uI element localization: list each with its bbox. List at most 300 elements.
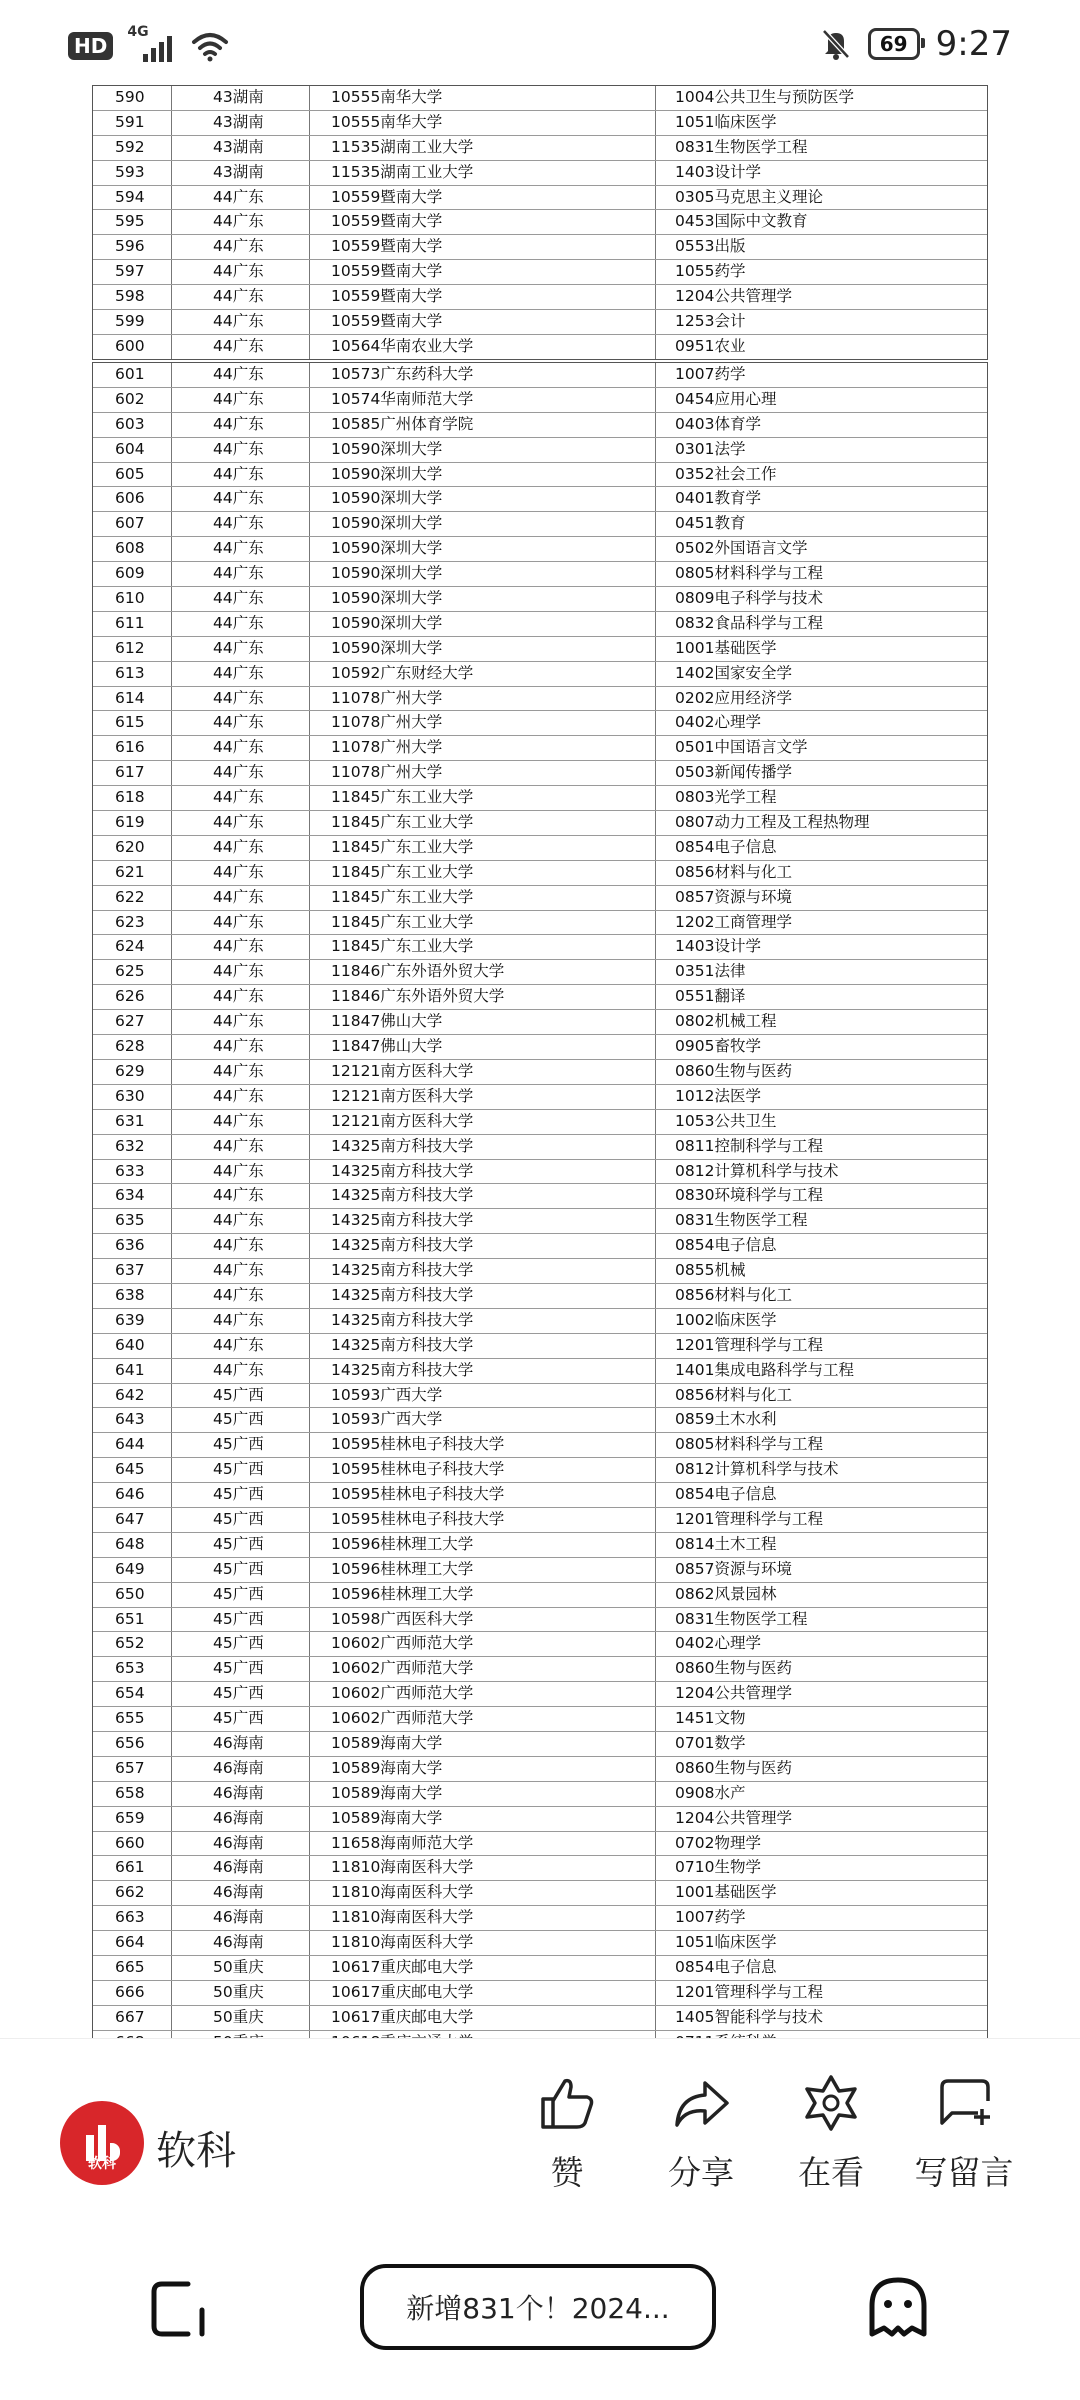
discipline-cell: 0805材料科学与工程 (675, 564, 823, 583)
university-cell: 10573广东药科大学 (331, 365, 474, 383)
province-cell: 45广西 (213, 1485, 264, 1504)
university-cell: 10559暨南大学 (331, 237, 443, 256)
row-number: 621 (115, 862, 145, 881)
province-cell: 45广西 (213, 1559, 264, 1578)
province-cell: 44广东 (213, 237, 264, 256)
university-cell: 10617重庆邮电大学 (331, 1982, 474, 2001)
university-cell: 10555南华大学 (331, 88, 443, 106)
table-row (93, 1682, 987, 1707)
province-cell: 44广东 (213, 1236, 264, 1255)
discipline-cell: 0860生物与医药 (675, 1659, 792, 1678)
province-cell: 44广东 (213, 414, 264, 433)
row-number: 635 (115, 1211, 145, 1230)
table-row (93, 285, 987, 310)
table-row (93, 960, 987, 985)
province-cell: 46海南 (213, 1733, 264, 1752)
discipline-cell: 0854电子信息 (675, 837, 777, 856)
row-number: 657 (115, 1758, 145, 1777)
table-row (93, 487, 987, 512)
row-number: 612 (115, 638, 145, 657)
province-cell: 44广东 (213, 837, 264, 856)
row-number: 633 (115, 1161, 145, 1180)
discipline-cell: 0553出版 (675, 237, 746, 256)
university-cell: 14325南方科技大学 (331, 1236, 474, 1255)
province-cell: 44广东 (213, 1111, 264, 1130)
university-cell: 10574华南师范大学 (331, 389, 474, 408)
table-row (93, 1110, 987, 1135)
discipline-cell: 0854电子信息 (675, 1485, 777, 1504)
row-number: 624 (115, 937, 145, 956)
university-cell: 14325南方科技大学 (331, 1285, 474, 1304)
row-number: 622 (115, 887, 145, 906)
table-row (93, 111, 987, 136)
province-cell: 44广东 (213, 912, 264, 931)
row-number: 620 (115, 837, 145, 856)
watching-label: 在看 (798, 2153, 864, 2192)
province-cell: 45广西 (213, 1634, 264, 1653)
mute-bell-icon (820, 27, 852, 61)
table-row (93, 637, 987, 662)
discipline-cell: 0451教育 (675, 514, 746, 533)
university-cell: 10590深圳大学 (331, 439, 443, 458)
row-number: 641 (115, 1360, 145, 1379)
province-cell: 46海南 (213, 1883, 264, 1902)
discipline-cell: 0710生物学 (675, 1858, 761, 1877)
discipline-cell: 1055药学 (675, 262, 746, 281)
row-number: 613 (115, 663, 145, 682)
row-number: 639 (115, 1310, 145, 1329)
discipline-cell: 0832食品科学与工程 (675, 613, 823, 632)
university-cell: 10602广西师范大学 (331, 1709, 474, 1728)
discipline-cell: 0809电子科学与技术 (675, 589, 823, 608)
table-row (93, 736, 987, 761)
university-cell: 11810海南医科大学 (331, 1858, 474, 1877)
row-number: 660 (115, 1833, 145, 1852)
table-row (93, 1384, 987, 1409)
university-cell: 11845广东工业大学 (331, 937, 474, 956)
table-row (93, 1284, 987, 1309)
university-cell: 10602广西师范大学 (331, 1659, 474, 1678)
table-row (93, 136, 987, 161)
province-cell: 44广东 (213, 287, 264, 306)
province-cell: 44广东 (213, 262, 264, 281)
discipline-cell: 0812计算机科学与技术 (675, 1460, 839, 1479)
university-cell: 10596桂林理工大学 (331, 1534, 474, 1553)
battery-icon (868, 28, 920, 60)
table-row (93, 911, 987, 936)
row-number: 645 (115, 1460, 145, 1479)
university-cell: 10617重庆邮电大学 (331, 2007, 474, 2026)
wifi-icon (191, 30, 229, 62)
province-cell: 45广西 (213, 1709, 264, 1728)
discipline-cell: 0854电子信息 (675, 1236, 777, 1255)
university-cell: 11845广东工业大学 (331, 862, 474, 881)
province-cell: 44广东 (213, 1037, 264, 1056)
university-cell: 14325南方科技大学 (331, 1211, 474, 1230)
discipline-cell: 0908水产 (675, 1783, 746, 1802)
table-row (93, 711, 987, 736)
province-cell: 44广东 (213, 336, 264, 355)
row-number: 628 (115, 1037, 145, 1056)
discipline-cell: 0860生物与医药 (675, 1061, 792, 1080)
flower-star-icon (801, 2073, 861, 2133)
discipline-cell: 0502外国语言文学 (675, 539, 808, 558)
university-cell: 10559暨南大学 (331, 287, 443, 306)
discipline-cell: 0805材料科学与工程 (675, 1435, 823, 1454)
table-row (93, 1832, 987, 1857)
table-row (93, 1483, 987, 1508)
row-number: 642 (115, 1385, 145, 1404)
table-row (93, 1334, 987, 1359)
university-cell: 11846广东外语外贸大学 (331, 987, 505, 1006)
assistant-face-icon[interactable] (866, 2276, 930, 2340)
province-cell: 44广东 (213, 763, 264, 782)
table-row (93, 438, 987, 463)
discipline-cell: 1201管理科学与工程 (675, 1509, 823, 1528)
table-row (93, 1757, 987, 1782)
table-row (93, 562, 987, 587)
table-row (93, 1608, 987, 1633)
table-row (93, 1732, 987, 1757)
table-row (93, 1010, 987, 1035)
row-number: 650 (115, 1584, 145, 1603)
province-cell: 44广东 (213, 1285, 264, 1304)
province-cell: 44广东 (213, 862, 264, 881)
row-number: 652 (115, 1634, 145, 1653)
table-row (93, 86, 987, 111)
table-row (93, 1558, 987, 1583)
university-cell: 11847佛山大学 (331, 1037, 443, 1056)
row-number: 619 (115, 813, 145, 832)
row-number: 593 (115, 162, 145, 181)
province-cell: 50重庆 (213, 2007, 264, 2026)
row-number: 615 (115, 713, 145, 732)
discipline-cell: 0856材料与化工 (675, 862, 792, 881)
watching-button[interactable] (776, 2073, 886, 2194)
discipline-cell: 0811控制科学与工程 (675, 1136, 823, 1155)
table-row (93, 512, 987, 537)
university-cell: 10589海南大学 (331, 1733, 443, 1752)
account-name[interactable]: 软科 (156, 2128, 236, 2174)
university-cell: 10585广州体育学院 (331, 414, 474, 433)
discipline-cell: 0701数学 (675, 1733, 746, 1752)
row-number: 614 (115, 688, 145, 707)
table-row (93, 1234, 987, 1259)
discipline-cell: 1204公共管理学 (675, 1684, 792, 1703)
table-row (93, 1135, 987, 1160)
row-number: 617 (115, 763, 145, 782)
university-cell: 10602广西师范大学 (331, 1684, 474, 1703)
province-cell: 44广东 (213, 1012, 264, 1031)
university-cell: 10596桂林理工大学 (331, 1584, 474, 1603)
row-number: 611 (115, 613, 145, 632)
logo-text: 软科 (88, 2156, 116, 2172)
province-cell: 44广东 (213, 713, 264, 732)
university-cell: 11078广州大学 (331, 688, 443, 707)
discipline-cell: 0812计算机科学与技术 (675, 1161, 839, 1180)
discipline-cell: 0856材料与化工 (675, 1385, 792, 1404)
discipline-cell: 1001基础医学 (675, 1883, 777, 1902)
province-cell: 46海南 (213, 1933, 264, 1952)
row-number: 616 (115, 738, 145, 757)
university-cell: 10590深圳大学 (331, 489, 443, 508)
table-row (93, 363, 987, 388)
discipline-cell: 0305马克思主义理论 (675, 187, 823, 206)
university-cell: 10590深圳大学 (331, 638, 443, 657)
university-cell: 10590深圳大学 (331, 589, 443, 608)
status-bar (0, 0, 1080, 86)
discipline-cell: 0814土木工程 (675, 1534, 777, 1553)
discipline-cell: 0862风景园林 (675, 1584, 777, 1603)
province-cell: 44广东 (213, 365, 264, 383)
row-number: 647 (115, 1509, 145, 1528)
row-number: 631 (115, 1111, 145, 1130)
discipline-cell: 0830环境科学与工程 (675, 1186, 823, 1205)
province-cell: 44广东 (213, 1161, 264, 1180)
row-number: 630 (115, 1086, 145, 1105)
table-row (93, 310, 987, 335)
table-row (93, 161, 987, 186)
province-cell: 44广东 (213, 464, 264, 483)
province-cell: 45广西 (213, 1659, 264, 1678)
university-cell: 10559暨南大学 (331, 212, 443, 231)
battery-level: 69 (879, 32, 908, 56)
province-cell: 44广东 (213, 1086, 264, 1105)
discipline-cell: 0301法学 (675, 439, 746, 458)
province-cell: 44广东 (213, 539, 264, 558)
row-number: 655 (115, 1709, 145, 1728)
province-cell: 44广东 (213, 1261, 264, 1280)
discipline-cell: 0802机械工程 (675, 1012, 777, 1031)
discipline-cell: 0807动力工程及工程热物理 (675, 813, 870, 832)
row-number: 591 (115, 112, 145, 131)
university-cell: 10596桂林理工大学 (331, 1559, 474, 1578)
province-cell: 44广东 (213, 187, 264, 206)
province-cell: 44广东 (213, 688, 264, 707)
row-number: 664 (115, 1933, 145, 1952)
table-row (93, 687, 987, 712)
table-row (93, 1508, 987, 1533)
row-number: 603 (115, 414, 145, 433)
row-number: 658 (115, 1783, 145, 1802)
province-cell: 43湖南 (213, 137, 264, 156)
table-row (93, 1035, 987, 1060)
row-number: 666 (115, 1982, 145, 2001)
discipline-cell: 1007药学 (675, 1908, 746, 1927)
province-cell: 46海南 (213, 1833, 264, 1852)
share-label: 分享 (668, 2153, 734, 2192)
table-row (93, 985, 987, 1010)
discipline-cell: 1051临床医学 (675, 1933, 777, 1952)
university-cell: 11845广东工业大学 (331, 813, 474, 832)
discipline-cell: 1053公共卫生 (675, 1111, 777, 1130)
table-row (93, 186, 987, 211)
university-cell: 11845广东工业大学 (331, 788, 474, 807)
university-cell: 11810海南医科大学 (331, 1883, 474, 1902)
table-row (93, 1060, 987, 1085)
discipline-cell: 0859土木水利 (675, 1410, 777, 1429)
account-avatar[interactable] (60, 2101, 144, 2185)
table-row (93, 1160, 987, 1185)
discipline-cell: 0855机械 (675, 1261, 746, 1280)
row-number: 590 (115, 88, 145, 106)
province-cell: 44广东 (213, 389, 264, 408)
discipline-cell: 1204公共管理学 (675, 287, 792, 306)
university-cell: 11535湖南工业大学 (331, 137, 474, 156)
discipline-cell: 1401集成电路科学与工程 (675, 1360, 854, 1379)
province-cell: 44广东 (213, 1211, 264, 1230)
university-cell: 10590深圳大学 (331, 564, 443, 583)
row-number: 629 (115, 1061, 145, 1080)
discipline-cell: 1402国家安全学 (675, 663, 792, 682)
table-row (93, 1707, 987, 1732)
network-type: 4G (127, 24, 149, 40)
row-number: 608 (115, 539, 145, 558)
data-table-part-2 (92, 362, 988, 2105)
table-row (93, 260, 987, 285)
university-cell: 10598广西医科大学 (331, 1609, 474, 1628)
discipline-cell: 0402心理学 (675, 1634, 761, 1653)
like-label: 赞 (550, 2153, 584, 2192)
discipline-cell: 0403体育学 (675, 414, 761, 433)
province-cell: 44广东 (213, 962, 264, 981)
table-row (93, 1881, 987, 1906)
university-cell: 11845广东工业大学 (331, 912, 474, 931)
write-comment-button[interactable] (906, 2073, 1022, 2194)
table-row (93, 1458, 987, 1483)
university-cell: 11078广州大学 (331, 738, 443, 757)
province-cell: 45广西 (213, 1410, 264, 1429)
table-row (93, 1085, 987, 1110)
province-cell: 45广西 (213, 1584, 264, 1603)
university-cell: 10590深圳大学 (331, 613, 443, 632)
province-cell: 45广西 (213, 1609, 264, 1628)
university-cell: 14325南方科技大学 (331, 1335, 474, 1354)
discipline-cell: 1002临床医学 (675, 1310, 777, 1329)
discipline-cell: 0857资源与环境 (675, 1559, 792, 1578)
row-number: 609 (115, 564, 145, 583)
cellular-signal-icon (127, 26, 177, 66)
table-row (93, 413, 987, 438)
table-row (93, 1931, 987, 1956)
discipline-cell: 0352社会工作 (675, 464, 777, 483)
university-cell: 10595桂林电子科技大学 (331, 1435, 505, 1454)
row-number: 618 (115, 788, 145, 807)
table-row (93, 662, 987, 687)
table-row (93, 935, 987, 960)
province-cell: 44广东 (213, 613, 264, 632)
row-number: 640 (115, 1335, 145, 1354)
table-row (93, 861, 987, 886)
row-number: 648 (115, 1534, 145, 1553)
university-cell: 10593广西大学 (331, 1385, 443, 1404)
table-row (93, 1533, 987, 1558)
province-cell: 43湖南 (213, 88, 264, 106)
province-cell: 44广东 (213, 987, 264, 1006)
comment-label: 写留言 (914, 2153, 1014, 2192)
discipline-cell: 0860生物与医药 (675, 1758, 792, 1777)
row-number: 654 (115, 1684, 145, 1703)
university-cell: 10589海南大学 (331, 1783, 443, 1802)
share-button[interactable] (646, 2073, 756, 2194)
row-number: 662 (115, 1883, 145, 1902)
row-number: 643 (115, 1410, 145, 1429)
table-row (93, 836, 987, 861)
discipline-cell: 1201管理科学与工程 (675, 1982, 823, 2001)
province-cell: 43湖南 (213, 112, 264, 131)
row-number: 604 (115, 439, 145, 458)
discipline-cell: 0454应用心理 (675, 389, 777, 408)
university-cell: 11078广州大学 (331, 713, 443, 732)
row-number: 594 (115, 187, 145, 206)
province-cell: 44广东 (213, 439, 264, 458)
article-title-pill[interactable]: 新增831个！2024... (360, 2264, 716, 2350)
table-row (93, 1807, 987, 1832)
table-row (93, 1433, 987, 1458)
university-cell: 11078广州大学 (331, 763, 443, 782)
province-cell: 44广东 (213, 312, 264, 331)
discipline-cell: 1201管理科学与工程 (675, 1335, 823, 1354)
university-cell: 11847佛山大学 (331, 1012, 443, 1031)
row-number: 623 (115, 912, 145, 931)
row-number: 653 (115, 1659, 145, 1678)
university-cell: 11845广东工业大学 (331, 837, 474, 856)
discipline-cell: 1007药学 (675, 365, 746, 383)
university-cell: 11810海南医科大学 (331, 1933, 474, 1952)
table-row (93, 587, 987, 612)
university-cell: 10564华南农业大学 (331, 336, 474, 355)
university-cell: 12121南方医科大学 (331, 1061, 474, 1080)
table-row (93, 761, 987, 786)
province-cell: 45广西 (213, 1435, 264, 1454)
province-cell: 44广东 (213, 1360, 264, 1379)
like-button[interactable] (512, 2073, 622, 2194)
data-table-part-1 (92, 85, 988, 360)
province-cell: 44广东 (213, 514, 264, 533)
discipline-cell: 0905畜牧学 (675, 1037, 761, 1056)
floating-window-icon[interactable] (150, 2280, 206, 2338)
province-cell: 44广东 (213, 887, 264, 906)
row-number: 665 (115, 1958, 145, 1976)
discipline-cell: 1012法医学 (675, 1086, 761, 1105)
table-row (93, 463, 987, 488)
province-cell: 45广西 (213, 1509, 264, 1528)
table-row (93, 1657, 987, 1682)
province-cell: 44广东 (213, 788, 264, 807)
university-cell: 14325南方科技大学 (331, 1310, 474, 1329)
province-cell: 44广东 (213, 1061, 264, 1080)
comment-add-icon (934, 2073, 994, 2133)
table-row (93, 1782, 987, 1807)
table-row (93, 235, 987, 260)
table-row (93, 537, 987, 562)
discipline-cell: 0951农业 (675, 336, 746, 355)
row-number: 605 (115, 464, 145, 483)
province-cell: 44广东 (213, 663, 264, 682)
table-row (93, 1209, 987, 1234)
university-cell: 10590深圳大学 (331, 514, 443, 533)
bottom-nav-bar (0, 2218, 1080, 2400)
province-cell: 46海南 (213, 1808, 264, 1827)
discipline-cell: 1202工商管理学 (675, 912, 792, 931)
table-row (93, 886, 987, 911)
discipline-cell: 1403设计学 (675, 937, 761, 956)
row-number: 649 (115, 1559, 145, 1578)
discipline-cell: 0202应用经济学 (675, 688, 792, 707)
discipline-cell: 0453国际中文教育 (675, 212, 808, 231)
row-number: 667 (115, 2007, 145, 2026)
province-cell: 44广东 (213, 738, 264, 757)
